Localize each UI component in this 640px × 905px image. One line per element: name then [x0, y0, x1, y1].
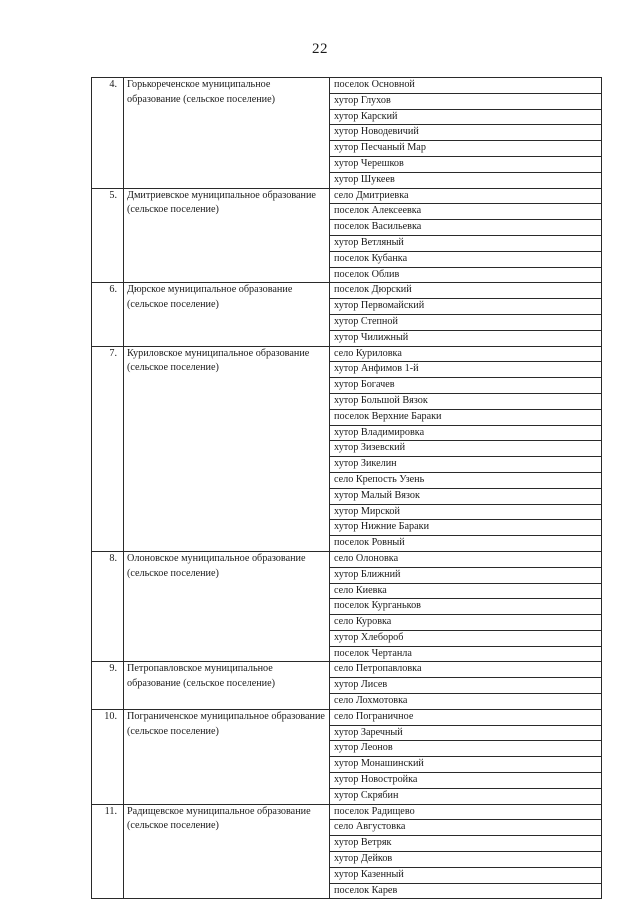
municipality-name: Петропавловское муниципальное образование (сельское поселение) [124, 662, 330, 709]
settlement-name: поселок Дюрский [330, 283, 602, 299]
row-number: 11. [92, 804, 124, 899]
settlement-name: хутор Зизевский [330, 441, 602, 457]
municipality-name: Пограниченское муниципальное образование (сельское поселение) [124, 709, 330, 804]
settlement-name: хутор Ближний [330, 567, 602, 583]
settlement-name: хутор Богачев [330, 378, 602, 394]
table-row [92, 283, 602, 299]
table-row [92, 709, 602, 725]
settlement-name: хутор Новодевичий [330, 125, 602, 141]
municipality-name: Радищевское муниципальное образование (сельское поселение) [124, 804, 330, 899]
settlement-name: село Августовка [330, 820, 602, 836]
settlement-name: поселок Чертанла [330, 646, 602, 662]
settlement-name: хутор Дейков [330, 852, 602, 868]
settlement-name: поселок Карев [330, 883, 602, 899]
settlement-name: хутор Глухов [330, 93, 602, 109]
settlement-name: хутор Чилижный [330, 330, 602, 346]
settlement-name: поселок Облив [330, 267, 602, 283]
settlement-name: село Олоновка [330, 551, 602, 567]
municipality-name: Дюрское муниципальное образование (сельское поселение) [124, 283, 330, 346]
settlement-name: село Петропавловка [330, 662, 602, 678]
settlement-name: хутор Заречный [330, 725, 602, 741]
municipality-name: Олоновское муниципальное образование (сельское поселение) [124, 551, 330, 662]
settlement-name: хутор Шукеев [330, 172, 602, 188]
table-row [92, 662, 602, 678]
settlement-name: поселок Радищево [330, 804, 602, 820]
settlement-name: хутор Анфимов 1-й [330, 362, 602, 378]
table-row [92, 804, 602, 820]
settlement-name: хутор Малый Вязок [330, 488, 602, 504]
settlement-name: хутор Степной [330, 314, 602, 330]
municipality-name: Горькореченское муниципальное образование (сельское поселение) [124, 78, 330, 189]
municipality-name: Дмитриевское муниципальное образование (сельское поселение) [124, 188, 330, 283]
settlement-name: хутор Нижние Бараки [330, 520, 602, 536]
row-number: 9. [92, 662, 124, 709]
settlement-name: хутор Большой Вязок [330, 393, 602, 409]
row-number: 6. [92, 283, 124, 346]
settlement-name: село Крепость Узень [330, 472, 602, 488]
table-row [92, 346, 602, 362]
settlement-name: хутор Монашинский [330, 757, 602, 773]
settlements-table-body [92, 78, 602, 899]
settlements-table [91, 77, 602, 899]
settlement-name: поселок Ровный [330, 536, 602, 552]
settlement-name: хутор Черешков [330, 156, 602, 172]
settlement-name: село Киевка [330, 583, 602, 599]
settlement-name: хутор Хлебороб [330, 630, 602, 646]
settlement-name: поселок Алексеевка [330, 204, 602, 220]
settlement-name: хутор Новостройка [330, 773, 602, 789]
settlement-name: хутор Леонов [330, 741, 602, 757]
settlement-name: хутор Скрябин [330, 788, 602, 804]
settlement-name: хутор Карский [330, 109, 602, 125]
settlement-name: хутор Зикелин [330, 457, 602, 473]
table-row [92, 551, 602, 567]
settlement-name: село Лохмотовка [330, 694, 602, 710]
settlement-name: село Пограничное [330, 709, 602, 725]
page-number: 22 [312, 41, 328, 57]
settlement-name: поселок Васильевка [330, 220, 602, 236]
settlement-name: поселок Кубанка [330, 251, 602, 267]
settlement-name: село Дмитриевка [330, 188, 602, 204]
settlement-name: село Куровка [330, 615, 602, 631]
settlement-name: хутор Ветряк [330, 836, 602, 852]
row-number: 8. [92, 551, 124, 662]
table-row [92, 78, 602, 94]
settlement-name: поселок Основной [330, 78, 602, 94]
settlement-name: хутор Мирской [330, 504, 602, 520]
settlement-name: поселок Верхние Бараки [330, 409, 602, 425]
settlement-name: хутор Песчаный Мар [330, 141, 602, 157]
settlement-name: село Куриловка [330, 346, 602, 362]
settlement-name: хутор Владимировка [330, 425, 602, 441]
settlement-name: поселок Курганьков [330, 599, 602, 615]
settlement-name: хутор Ветляный [330, 235, 602, 251]
municipality-name: Куриловское муниципальное образование (сельское поселение) [124, 346, 330, 551]
settlement-name: хутор Первомайский [330, 299, 602, 315]
row-number: 5. [92, 188, 124, 283]
row-number: 10. [92, 709, 124, 804]
settlement-name: хутор Лисев [330, 678, 602, 694]
row-number: 4. [92, 78, 124, 189]
row-number: 7. [92, 346, 124, 551]
table-row [92, 188, 602, 204]
settlement-name: хутор Казенный [330, 867, 602, 883]
